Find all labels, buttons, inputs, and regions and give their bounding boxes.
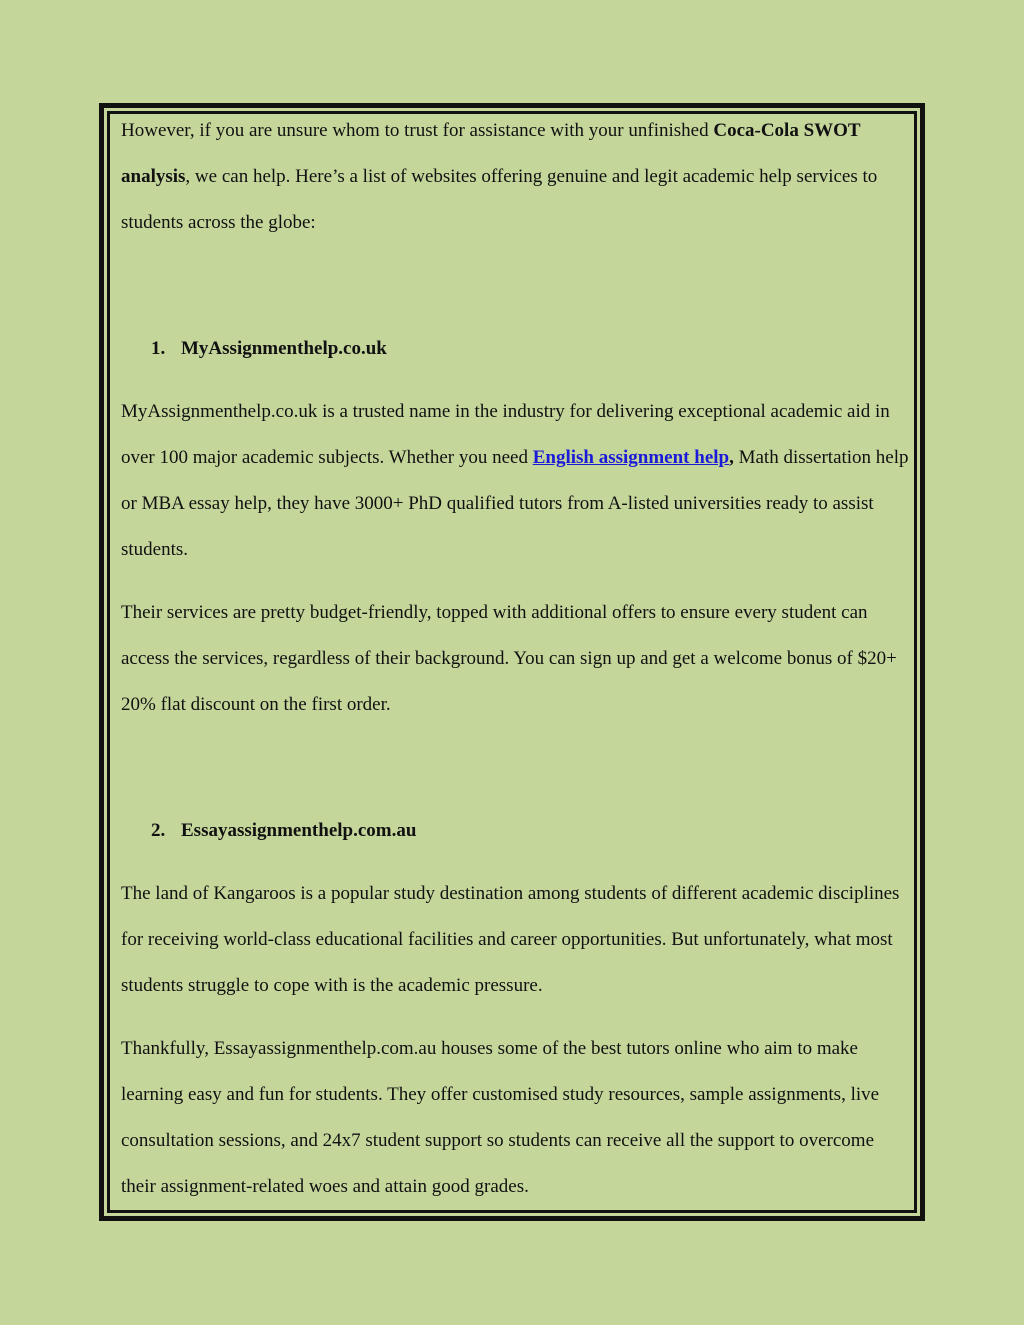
- section-number: 2.: [151, 820, 166, 841]
- section-title: MyAssignmenthelp.co.uk: [181, 338, 387, 359]
- section-title: Essayassignmenthelp.com.au: [181, 820, 417, 841]
- intro-text-before: However, if you are unsure whom to trust for assistance with your unfinished: [121, 120, 714, 141]
- link-comma: ,: [729, 447, 734, 468]
- intro-bold-term: Coca-Cola SWOT analysis: [121, 120, 861, 187]
- section-2-paragraph-1: The land of Kangaroos is a popular study destination among students of different academic disciplines for receiving world-class educational facilities and career opportunities. But unfortunately, what most students struggle to cope with is the academic pressure.: [121, 883, 900, 996]
- intro-paragraph: [121, 108, 911, 246]
- section-1-text-after-link: Math dissertation help or MBA essay help, they have 3000+ PhD qualified tutors from A-listed universities ready to assist students.: [121, 447, 909, 560]
- section-1-text-before-link: MyAssignmenthelp.co.uk is a trusted name in the industry for delivering exceptional academic aid in over 100 major academic subjects. Whether you need: [121, 401, 890, 468]
- section-1-paragraph-2: Their services are pretty budget-friendly, topped with additional offers to ensure every student can access the services, regardless of their background. You can sign up and get a welcome bonus of $20+ 20% flat discount on the first order.: [121, 602, 897, 715]
- document-body: [121, 108, 911, 1210]
- section-heading-2: [121, 808, 911, 854]
- intro-text-after: , we can help. Here’s a list of websites offering genuine and legit academic help services to students across the globe:: [121, 166, 878, 233]
- section-2-paragraph-2: Thankfully, Essayassignmenthelp.com.au houses some of the best tutors online who aim to make learning easy and fun for students. They offer customised study resources, sample assignments, live consultation sessions, and 24x7 student support so students can receive all the support to overcome their assignment-related woes and attain good grades.: [121, 1038, 880, 1197]
- section-1-paragraph-1: [121, 389, 911, 573]
- english-assignment-help-link[interactable]: English assignment help: [532, 447, 730, 468]
- section-number: 1.: [151, 338, 166, 359]
- section-heading-1: [121, 326, 911, 372]
